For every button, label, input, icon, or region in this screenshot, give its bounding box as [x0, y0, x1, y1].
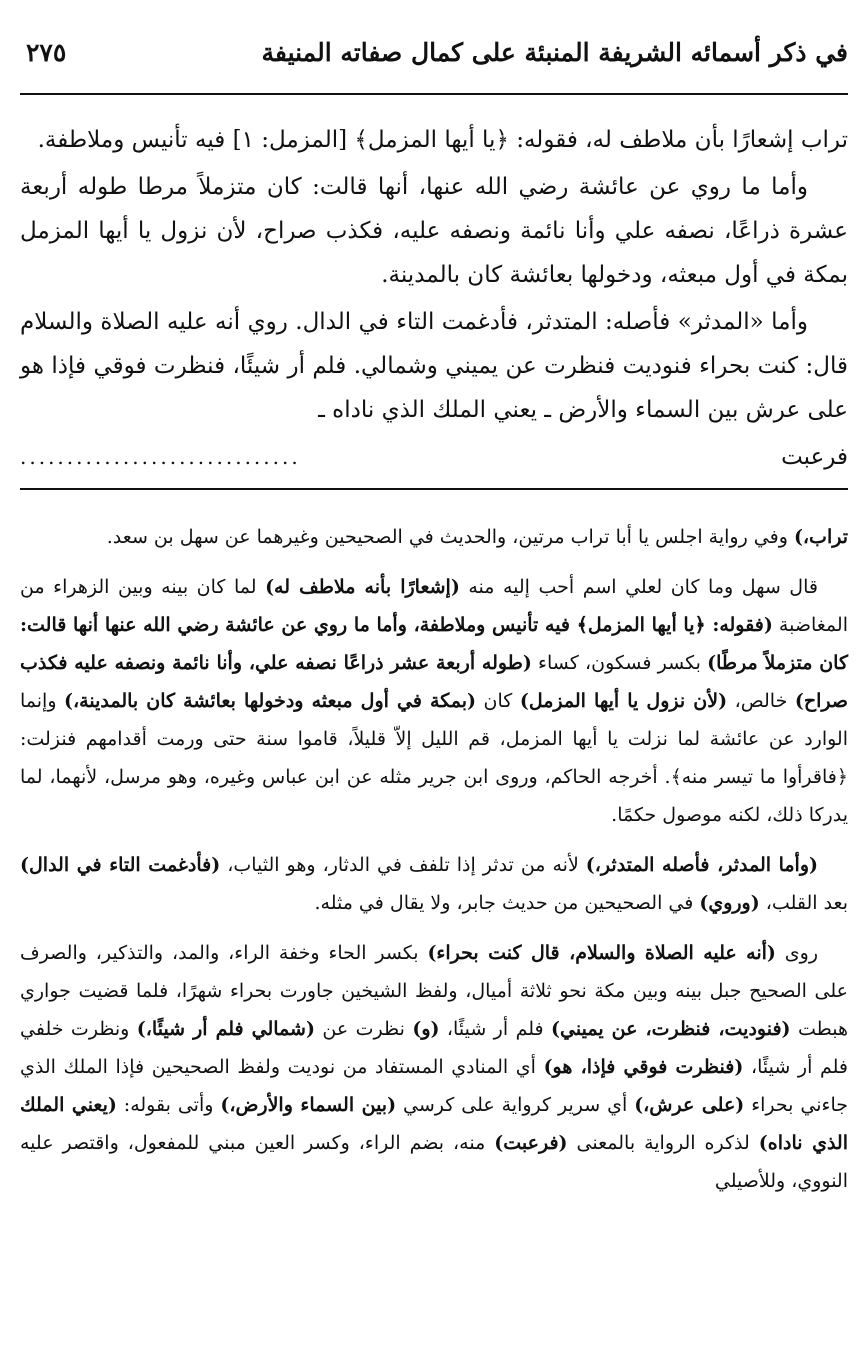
commentary-segment: قال سهل وما كان لعلي اسم أحب إليه منه: [459, 576, 818, 598]
commentary-paragraph: [20, 568, 848, 834]
quoted-matn-segment: (شمالي فلم أر شيئًا،): [136, 1018, 315, 1040]
commentary-segment: وأتى بقوله:: [116, 1094, 221, 1116]
quoted-matn-segment: (بمكة في أول مبعثه ودخولها بعائشة كان بالمدينة،): [64, 690, 476, 712]
quoted-matn-segment: تراب،): [793, 526, 848, 548]
book-page: [20, 0, 848, 1368]
commentary-segment: بكسر فسكون، كساء: [531, 652, 708, 674]
main-text: [20, 118, 848, 479]
commentary-paragraph: [20, 846, 848, 922]
matn-continuation-word: فرعبت: [781, 444, 848, 470]
commentary-text: [20, 518, 848, 1212]
quoted-matn-segment: (لأن نزول يا أيها المزمل): [519, 690, 728, 712]
commentary-segment: بعد القلب،: [759, 892, 848, 914]
quoted-matn-segment: (و): [412, 1018, 440, 1040]
commentary-segment: بكسر الحاء وخفة الراء، والمد، والتذكير، والصرف على الصحيح جبل بينه وبين مكة نحو ثلاثة أميال، ولفظ الشيخين جاورت بحراء شهرًا، فلما قضيت جواري هبطت: [20, 942, 848, 1040]
commentary-segment: فلم أر شيئًا،: [439, 1018, 552, 1040]
running-header: [20, 38, 848, 82]
commentary-segment: وفي رواية اجلس يا أبا تراب مرتين، والحديث في الصحيحين وغيرهما عن سهل بن سعد.: [106, 526, 794, 548]
quoted-matn-segment: (فنظرت فوقي فإذا، هو): [543, 1056, 744, 1078]
matn-paragraph: وأما «المدثر» فأصله: المتدثر، فأدغمت التاء في الدال. روي أنه عليه الصلاة والسلام قال: كنت بحراء فنوديت فنظرت عن يميني وشمالي. فلم أر شيئًا، فنظرت فوقي فإذا هو على عرش بين السماء والأرض ـ يعني الملك الذي ناداه ـ: [20, 309, 848, 423]
commentary-segment: لذكره الرواية بالمعنى: [567, 1132, 759, 1154]
commentary-segment: في الصحيحين من حديث جابر، ولا يقال في مثله.: [314, 892, 700, 914]
quoted-matn-segment: (على عرش،): [634, 1094, 745, 1116]
quoted-matn-segment: (فأدغمت التاء في الدال): [20, 854, 221, 876]
quoted-matn-segment: (فقوله: ﴿يا أيها المزمل﴾ فيه تأنيس وملاطفة، وأما ما روي عن عائشة رضي الله عنها أنها قالت: كان متزملاً مرطًا): [20, 614, 848, 674]
commentary-segment: لما كان بينه وبين الزهراء من المغاضبة: [20, 576, 848, 636]
commentary-segment: روى: [775, 942, 818, 964]
quoted-matn-segment: (فنوديت، فنظرت، عن يميني): [551, 1018, 791, 1040]
commentary-paragraph: [20, 934, 848, 1200]
quoted-matn-segment: (فرعبت): [494, 1132, 568, 1154]
header-title: في ذكر أسمائه الشريفة المنبئة على كمال صفاته المنيفة: [261, 38, 848, 67]
page-number: ٢٧٥: [26, 38, 67, 67]
commentary-segment: وإنما الوارد عن عائشة لما نزلت يا أيها المزمل، قم الليل إلاّ قليلاً، قاموا سنة حتى ورمت أقدامهم فنزلت: ﴿فاقرأوا ما تيسر منه﴾. أخرجه الحاكم، وروى ابن جرير مثله عن ابن عباس وغيره، وهو مرسل، لأنهما، لما يدركا ذلك، لكنه موصول حكمًا.: [20, 690, 848, 826]
commentary-segment: منه، بضم الراء، وكسر العين مبني للمفعول، واقتصر عليه النووي، وللأصيلي: [20, 1132, 848, 1192]
commentary-segment: نظرت عن: [314, 1018, 413, 1040]
quoted-matn-segment: (وأما المدثر، فأصله المتدثر،): [585, 854, 819, 876]
commentary-divider: [20, 488, 848, 490]
matn-continuation-line: [20, 435, 848, 479]
commentary-segment: لأنه من تدثر إذا تلفف في الدثار، وهو الثياب،: [220, 854, 586, 876]
quoted-matn-segment: (بين السماء والأرض،): [220, 1094, 397, 1116]
quoted-matn-segment: (يعني الملك الذي ناداه): [20, 1094, 848, 1154]
commentary-segment: ونظرت خلفي فلم أر شيئًا،: [20, 1018, 848, 1078]
header-rule: [20, 93, 848, 95]
quoted-matn-segment: (طوله أربعة عشر ذراعًا نصفه علي، وأنا نائمة ونصفه عليه فكذب صراح): [20, 652, 848, 712]
matn-paragraph: وأما ما روي عن عائشة رضي الله عنها، أنها قالت: كان متزملاً مرطا طوله أربعة عشرة ذراعًا، نصفه علي وأنا نائمة ونصفه عليه، فكذب صراح، لأن نزول يا أيها المزمل بمكة في أول مبعثه، ودخولها بعائشة كان بالمدينة.: [20, 174, 848, 288]
continuation-dots: ..............................: [20, 445, 301, 469]
matn-paragraph: تراب إشعارًا بأن ملاطف له، فقوله: ﴿يا أيها المزمل﴾ [المزمل: ١] فيه تأنيس وملاطفة.: [37, 127, 848, 153]
quoted-matn-segment: (أنه عليه الصلاة والسلام، قال كنت بحراء): [427, 942, 776, 964]
quoted-matn-segment: (إشعارًا بأنه ملاطف له): [265, 576, 460, 598]
quoted-matn-segment: (وروي): [699, 892, 760, 914]
commentary-paragraph: [20, 518, 848, 556]
commentary-segment: أي المنادي المستفاد من نوديت ولفظ الصحيحين فإذا الملك الذي جاءني بحراء: [20, 1056, 848, 1116]
commentary-segment: كان: [476, 690, 520, 712]
commentary-segment: أي سرير كرواية على كرسي: [396, 1094, 635, 1116]
commentary-segment: خالص،: [727, 690, 795, 712]
